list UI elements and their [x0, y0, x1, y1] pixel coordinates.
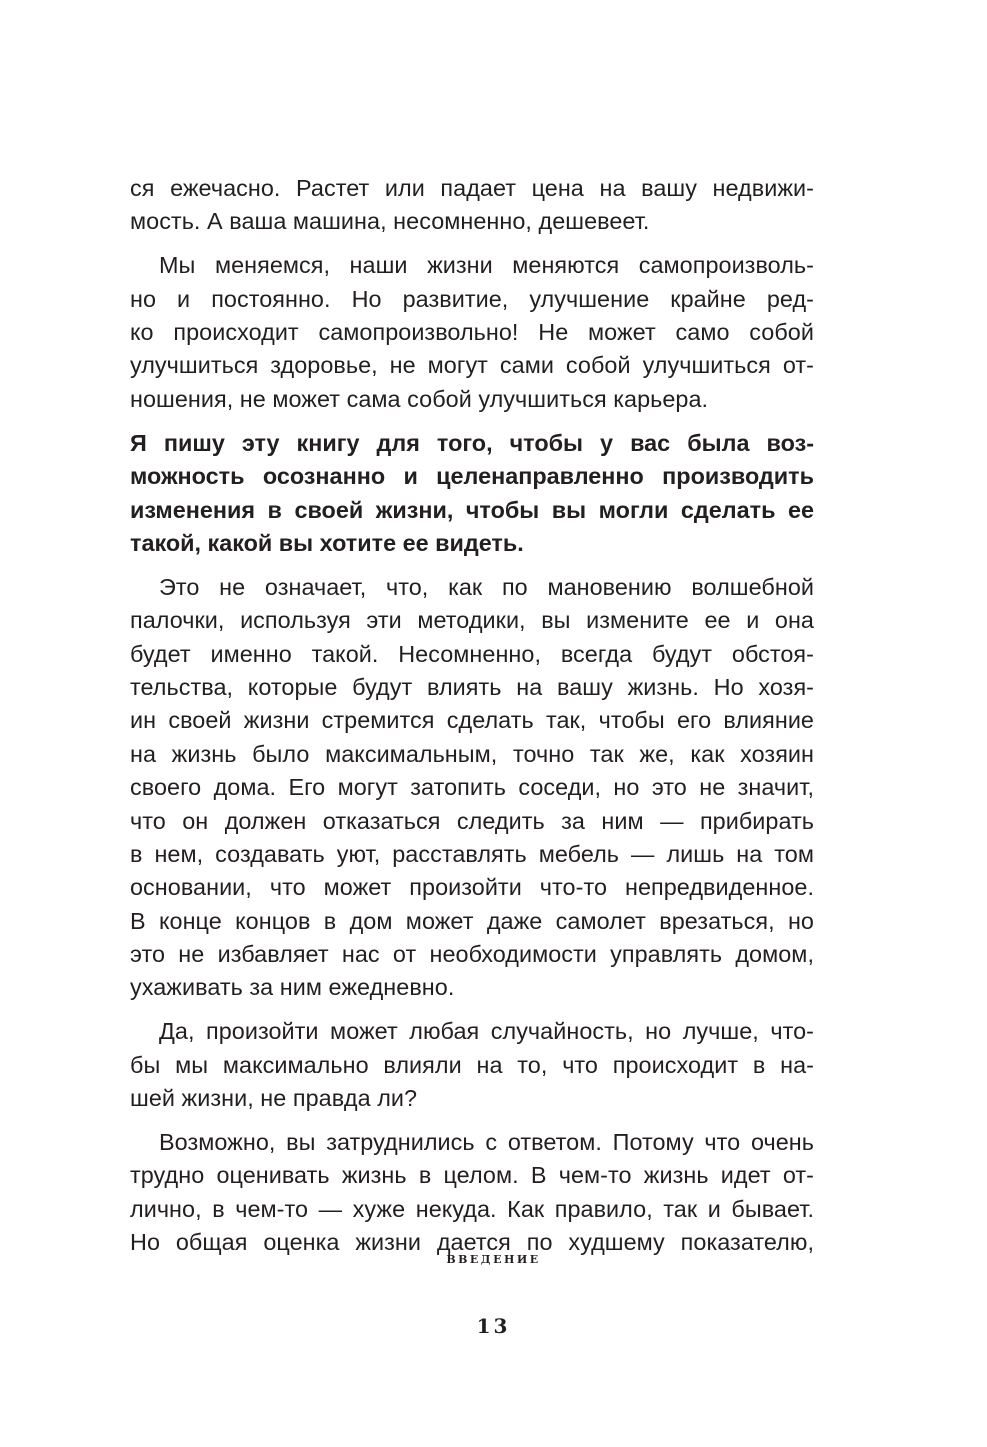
paragraph-4	[130, 571, 814, 1005]
text-line: изменения в своей жизни, чтобы вы могли сделать ее	[130, 496, 814, 523]
text-line: основании, что может произойти что-то непредвиденное.	[130, 874, 814, 901]
text-line: на жизнь было максимальным, точно так же, как хозяин	[130, 740, 814, 767]
text-line: такой, какой вы хотите ее видеть.	[130, 529, 524, 556]
text-line: В конце концов в дом может даже самолет врезаться, но	[130, 907, 814, 934]
text-line: палочки, используя эти методики, вы измените ее и она	[130, 607, 814, 634]
text-line: ся ежечасно. Растет или падает цена на вашу недвижи-	[130, 175, 814, 201]
paragraph-2	[130, 249, 814, 416]
text-line: улучшиться здоровье, не могут сами собой улучшиться от-	[130, 352, 814, 379]
text-line: мость. А ваша машина, несомненно, дешевеет.	[130, 208, 650, 235]
text-line: шей жизни, не правда ли?	[130, 1085, 418, 1112]
text-line: тельства, которые будут влиять на вашу жизнь. Но хозя-	[130, 673, 814, 700]
text-line: ухаживать за ним ежедневно.	[130, 974, 455, 1001]
text-line: но и постоянно. Но развитие, улучшение крайне ред-	[130, 285, 814, 312]
body-text	[130, 172, 814, 1270]
text-line: Возможно, вы затруднились с ответом. Потому что очень	[159, 1129, 814, 1156]
paragraph-3-emphasis	[130, 427, 814, 561]
running-footer-section-title: ВВЕДЕНИЕ	[446, 1253, 541, 1266]
paragraph-1	[130, 172, 814, 239]
paragraph-5	[130, 1015, 814, 1115]
text-line: Это не означает, что, как по мановению волшебной	[159, 573, 814, 600]
text-line: ин своей жизни стремится сделать так, чтобы его влияние	[130, 707, 814, 734]
text-line: бы мы максимально влияли на то, что происходит в на-	[130, 1051, 814, 1078]
text-line: в нем, создавать уют, расставлять мебель — лишь на том	[130, 840, 814, 867]
text-line: ко происходит самопроизвольно! Не может само собой	[130, 319, 814, 346]
text-line: Я пишу эту книгу для того, чтобы у вас была воз-	[130, 429, 814, 456]
text-line: что он должен отказаться следить за ним — прибирать	[130, 807, 814, 834]
text-line: Да, произойти может любая случайность, но лучше, что-	[159, 1018, 814, 1045]
text-line: Но общая оценка жизни дается по худшему показателю,	[130, 1229, 814, 1256]
text-line: Мы меняемся, наши жизни меняются самопроизволь-	[159, 252, 814, 279]
text-line: трудно оценивать жизнь в целом. В чем-то жизнь идет от-	[130, 1162, 814, 1189]
text-line: ношения, не может сама собой улучшиться карьера.	[130, 385, 709, 412]
text-line: можность осознанно и целенаправленно производить	[130, 463, 814, 490]
paragraph-6	[130, 1126, 814, 1260]
text-line: это не избавляет нас от необходимости управлять домом,	[130, 941, 814, 968]
page-number: 13	[476, 1314, 511, 1338]
text-line: лично, в чем-то — хуже некуда. Как правило, так и бывает.	[130, 1195, 814, 1222]
text-line: своего дома. Его могут затопить соседи, но это не значит,	[130, 774, 814, 801]
text-line: будет именно такой. Несомненно, всегда будут обстоя-	[130, 640, 814, 667]
